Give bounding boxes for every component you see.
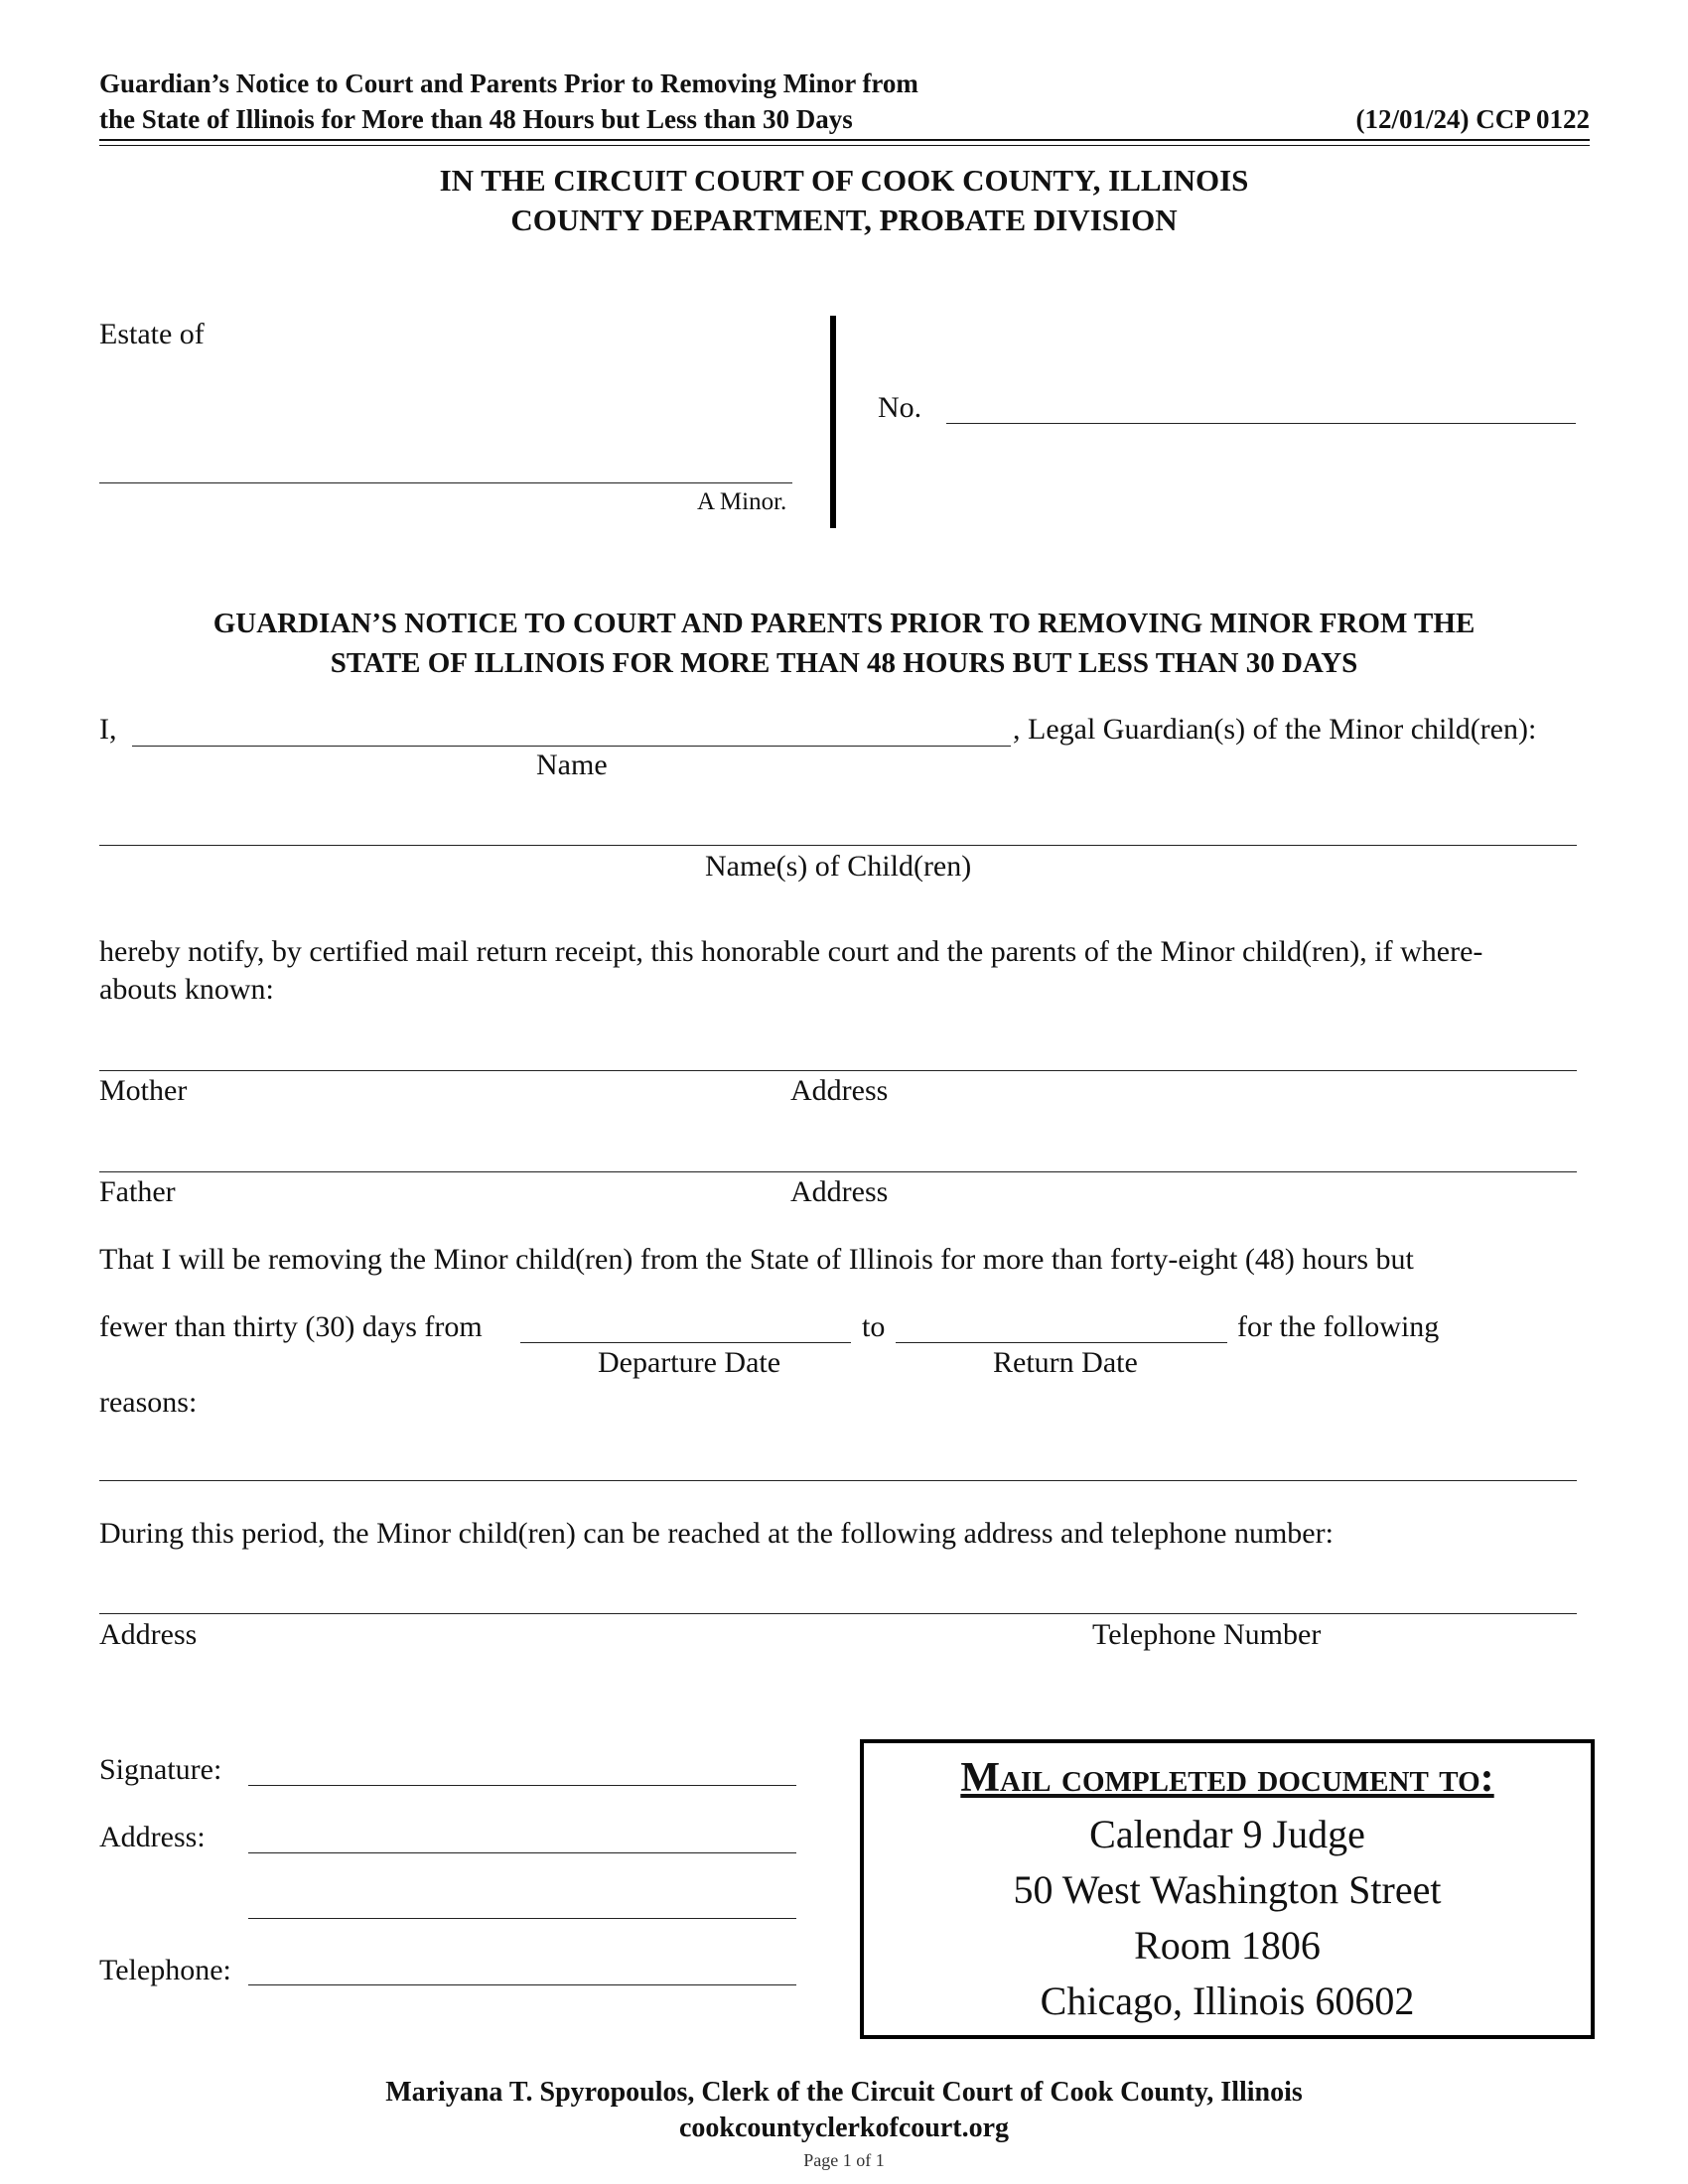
contact-field[interactable] <box>99 1613 1577 1614</box>
signature-label: Signature: <box>99 1753 222 1786</box>
case-no-label: No. <box>878 391 922 424</box>
children-names-field[interactable] <box>99 845 1577 846</box>
signature-field[interactable] <box>248 1785 796 1786</box>
signer-address-label: Address: <box>99 1821 206 1853</box>
mother-address-label: Address <box>790 1074 889 1107</box>
mail-box-heading: Mail completed document to: <box>960 1755 1494 1801</box>
reasons-field[interactable] <box>99 1480 1577 1481</box>
court-line2: COUNTY DEPARTMENT, PROBATE DIVISION <box>510 203 1178 237</box>
notify-text-line1: hereby notify, by certified mail return receipt, this honorable court and the parents of the Minor child(ren), if where- <box>99 935 1483 968</box>
return-date-caption: Return Date <box>993 1346 1138 1379</box>
departure-date-caption: Departure Date <box>598 1346 781 1379</box>
telephone-field[interactable] <box>248 1984 796 1985</box>
estate-label: Estate of <box>99 318 205 350</box>
minor-label: A Minor. <box>697 488 787 515</box>
mail-box-line1: Calendar 9 Judge <box>1089 1812 1365 1856</box>
form-title-line1: Guardian’s Notice to Court and Parents Prior to Removing Minor from <box>99 68 918 98</box>
signer-address-field-2[interactable] <box>248 1918 796 1919</box>
form-title-line2: the State of Illinois for More than 48 Hours but Less than 30 Days <box>99 104 853 134</box>
guardian-name-field[interactable] <box>132 746 1011 747</box>
case-number-field[interactable] <box>946 423 1576 424</box>
contact-address-label: Address <box>99 1618 198 1651</box>
footer-website[interactable]: cookcountyclerkofcourt.org <box>678 2113 1010 2143</box>
notify-text-line2: abouts known: <box>99 973 274 1006</box>
mother-field[interactable] <box>99 1070 1577 1071</box>
form-code: (12/01/24) CCP 0122 <box>1355 104 1590 134</box>
footer-clerk: Mariyana T. Spyropoulos, Clerk of the Circuit Court of Cook County, Illinois <box>385 2077 1303 2108</box>
caption-divider <box>830 316 836 528</box>
header-rule-thin <box>99 145 1590 146</box>
removal-text-line1: That I will be removing the Minor child(ren) from the State of Illinois for more than forty-eight (48) hours but <box>99 1243 1414 1276</box>
reasons-label: reasons: <box>99 1386 198 1419</box>
guardian-prefix: I, <box>99 713 117 746</box>
header-rule-thick <box>99 139 1590 141</box>
mail-box-line2: 50 West Washington Street <box>1013 1867 1442 1912</box>
court-line1: IN THE CIRCUIT COURT OF COOK COUNTY, ILLINOIS <box>439 163 1249 198</box>
signer-address-field-1[interactable] <box>248 1852 796 1853</box>
document-title-line1: GUARDIAN’S NOTICE TO COURT AND PARENTS PRIOR TO REMOVING MINOR FROM THE <box>212 608 1476 639</box>
document-title-line2: STATE OF ILLINOIS FOR MORE THAN 48 HOURS BUT LESS THAN 30 DAYS <box>330 647 1358 679</box>
father-label: Father <box>99 1175 176 1208</box>
footer-page-number: Page 1 of 1 <box>803 2150 885 2170</box>
removal-to-word: to <box>862 1310 886 1343</box>
departure-date-field[interactable] <box>520 1342 851 1343</box>
father-address-label: Address <box>790 1175 889 1208</box>
contact-intro: During this period, the Minor child(ren) can be reached at the following address and telephone number: <box>99 1517 1334 1550</box>
return-date-field[interactable] <box>896 1342 1227 1343</box>
removal-text-end: for the following <box>1237 1310 1440 1343</box>
mail-box-line3: Room 1806 <box>1134 1923 1321 1968</box>
telephone-label: Telephone: <box>99 1954 231 1986</box>
mother-label: Mother <box>99 1074 188 1107</box>
removal-text-start: fewer than thirty (30) days from <box>99 1310 483 1343</box>
father-field[interactable] <box>99 1171 1577 1172</box>
contact-phone-label: Telephone Number <box>1092 1618 1322 1651</box>
estate-name-field[interactable] <box>99 482 792 483</box>
children-caption: Name(s) of Child(ren) <box>705 850 972 883</box>
guardian-name-caption: Name <box>536 749 608 781</box>
mail-to-box <box>860 1739 1595 2039</box>
guardian-suffix: , Legal Guardian(s) of the Minor child(ren): <box>1013 713 1537 746</box>
mail-box-line4: Chicago, Illinois 60602 <box>1040 1979 1415 2023</box>
